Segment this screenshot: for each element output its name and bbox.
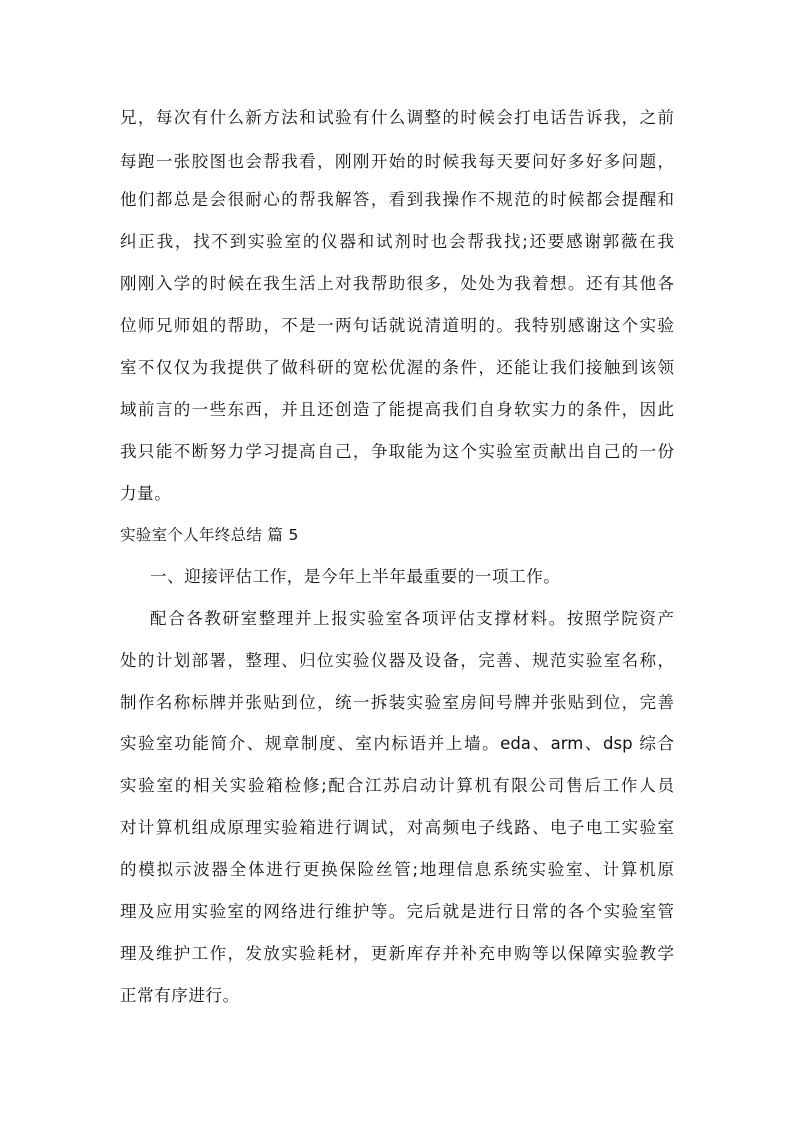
body-text-line: 正常有序进行。 xyxy=(120,986,240,1005)
body-text-line: 兄，每次有什么新方法和试验有什么调整的时候会打电话告诉我，之前 xyxy=(120,108,674,127)
body-text-line: 配合各教研室整理并上报实验室各项评估支撑材料。按照学院资产 xyxy=(150,609,674,628)
body-text-line: 纠正我，找不到实验室的仪器和试剂时也会帮我找;还要感谢郭薇在我 xyxy=(120,232,674,251)
body-text-line: 室不仅仅为我提供了做科研的宽松优渥的条件，还能让我们接触到该领 xyxy=(120,358,674,377)
list-item: 一、迎接评估工作，是今年上半年最重要的一项工作。 xyxy=(150,567,561,586)
body-text-line: 域前言的一些东西，并且还创造了能提高我们自身软实力的条件，因此 xyxy=(120,400,674,419)
body-text-line: 每跑一张胶图也会帮我看，刚刚开始的时候我每天要问好多好多问题， xyxy=(120,152,674,171)
body-text-line: 他们都总是会很耐心的帮我解答，看到我操作不规范的时候都会提醒和 xyxy=(120,190,674,209)
body-text-line: 我只能不断努力学习提高自己，争取能为这个实验室贡献出自己的一份 xyxy=(120,442,674,461)
body-text-line: 制作名称标牌并张贴到位，统一拆装实验室房间号牌并张贴到位，完善 xyxy=(120,693,674,712)
body-text-line: 实验室的相关实验箱检修;配合江苏启动计算机有限公司售后工作人员 xyxy=(120,776,674,795)
body-text-line: 力量。 xyxy=(120,484,172,503)
body-text-line: 实验室功能简介、规章制度、室内标语并上墙。eda、arm、dsp 综合 xyxy=(120,734,674,753)
section-heading: 实验室个人年终总结 篇 5 xyxy=(120,526,299,544)
body-text-line: 处的计划部署，整理、归位实验仪器及设备，完善、规范实验室名称， xyxy=(120,651,674,670)
body-text-line: 理及应用实验室的网络进行维护等。完后就是进行日常的各个实验室管 xyxy=(120,902,674,921)
body-text-line: 位师兄师姐的帮助，不是一两句话就说清道明的。我特别感谢这个实验 xyxy=(120,316,674,335)
body-text-line: 的模拟示波器全体进行更换保险丝管;地理信息系统实验室、计算机原 xyxy=(120,860,674,879)
body-text-line: 对计算机组成原理实验箱进行调试，对高频电子线路、电子电工实验室 xyxy=(120,818,674,837)
body-text-line: 刚刚入学的时候在我生活上对我帮助很多，处处为我着想。还有其他各 xyxy=(120,274,674,293)
body-text-line: 理及维护工作，发放实验耗材，更新库存并补充申购等以保障实验教学 xyxy=(120,944,674,963)
